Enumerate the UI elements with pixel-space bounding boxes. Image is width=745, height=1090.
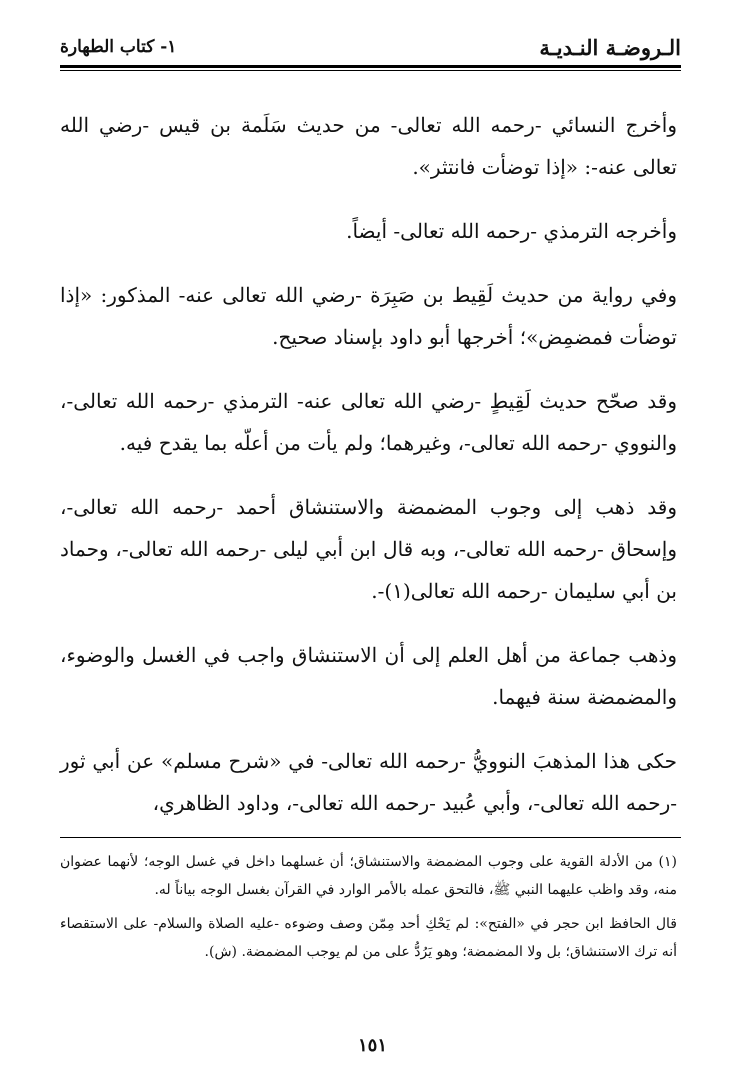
paragraph: وفي رواية من حديث لَقِيط بن صَبِرَة -رضي الله تعالى عنه- المذكور: «إذا توضأت فمضمِض»؛ أخرجها أبو داود بإسناد صحيح.	[60, 283, 677, 349]
footnote: قال الحافظ ابن حجر في «الفتح»: لم يَحْكِ أحد مِمّن وصف وضوءه -عليه الصلاة والسلام- على الاستقصاء أنه ترك الاستنشاق؛ بل ولا المضمضة؛ وهو يَرُدُّ على من لم يوجب المضمضة. (ش).	[60, 916, 677, 960]
header-rule	[60, 65, 681, 68]
main-text	[60, 104, 677, 846]
running-header	[60, 32, 681, 62]
paragraph: وقد صحّح حديث لَقِيطٍ -رضي الله تعالى عنه- الترمذي -رحمه الله تعالى-، والنووي -رحمه الله تعالى-، وغيرهما؛ ولم يأت من أعلّه بما يقدح فيه.	[60, 389, 677, 455]
paragraph: حكى هذا المذهبَ النوويُّ -رحمه الله تعالى- في «شرح مسلم» عن أبي ثور -رحمه الله تعالى-، وأبي عُبيد -رحمه الله تعالى-، وداود الظاهري،	[60, 749, 677, 815]
page-number: ١٥١	[357, 1035, 387, 1056]
footnotes	[60, 848, 677, 972]
footnote: (١) من الأدلة القوية على وجوب المضمضة والاستنشاق؛ أن غسلهما داخل في غسل الوجه؛ لأنهما عضوان منه، وقد واظب عليهما النبي ﷺ، فالتحق عمله بالأمر الوارد في القرآن بغسل الوجه بياناً له.	[60, 854, 677, 898]
paragraph: وأخرج النسائي -رحمه الله تعالى- من حديث سَلَمة بن قيس -رضي الله تعالى عنه-: «إذا توضأت فانتثر».	[60, 113, 677, 179]
paragraph: وأخرجه الترمذي -رحمه الله تعالى- أيضاً.	[346, 219, 677, 243]
book-title: الـروضـة النـديـة	[539, 34, 681, 60]
chapter-title: ١- كتاب الطهارة	[60, 37, 177, 57]
footnote-rule	[60, 837, 681, 838]
paragraph: وذهب جماعة من أهل العلم إلى أن الاستنشاق واجب في الغسل والوضوء، والمضمضة سنة فيهما.	[60, 643, 677, 709]
paragraph: وقد ذهب إلى وجوب المضمضة والاستنشاق أحمد -رحمه الله تعالى-، وإسحاق -رحمه الله تعالى-، وبه قال ابن أبي ليلى -رحمه الله تعالى-، وحماد بن أبي سليمان -رحمه الله تعالى(١)-.	[60, 495, 677, 603]
